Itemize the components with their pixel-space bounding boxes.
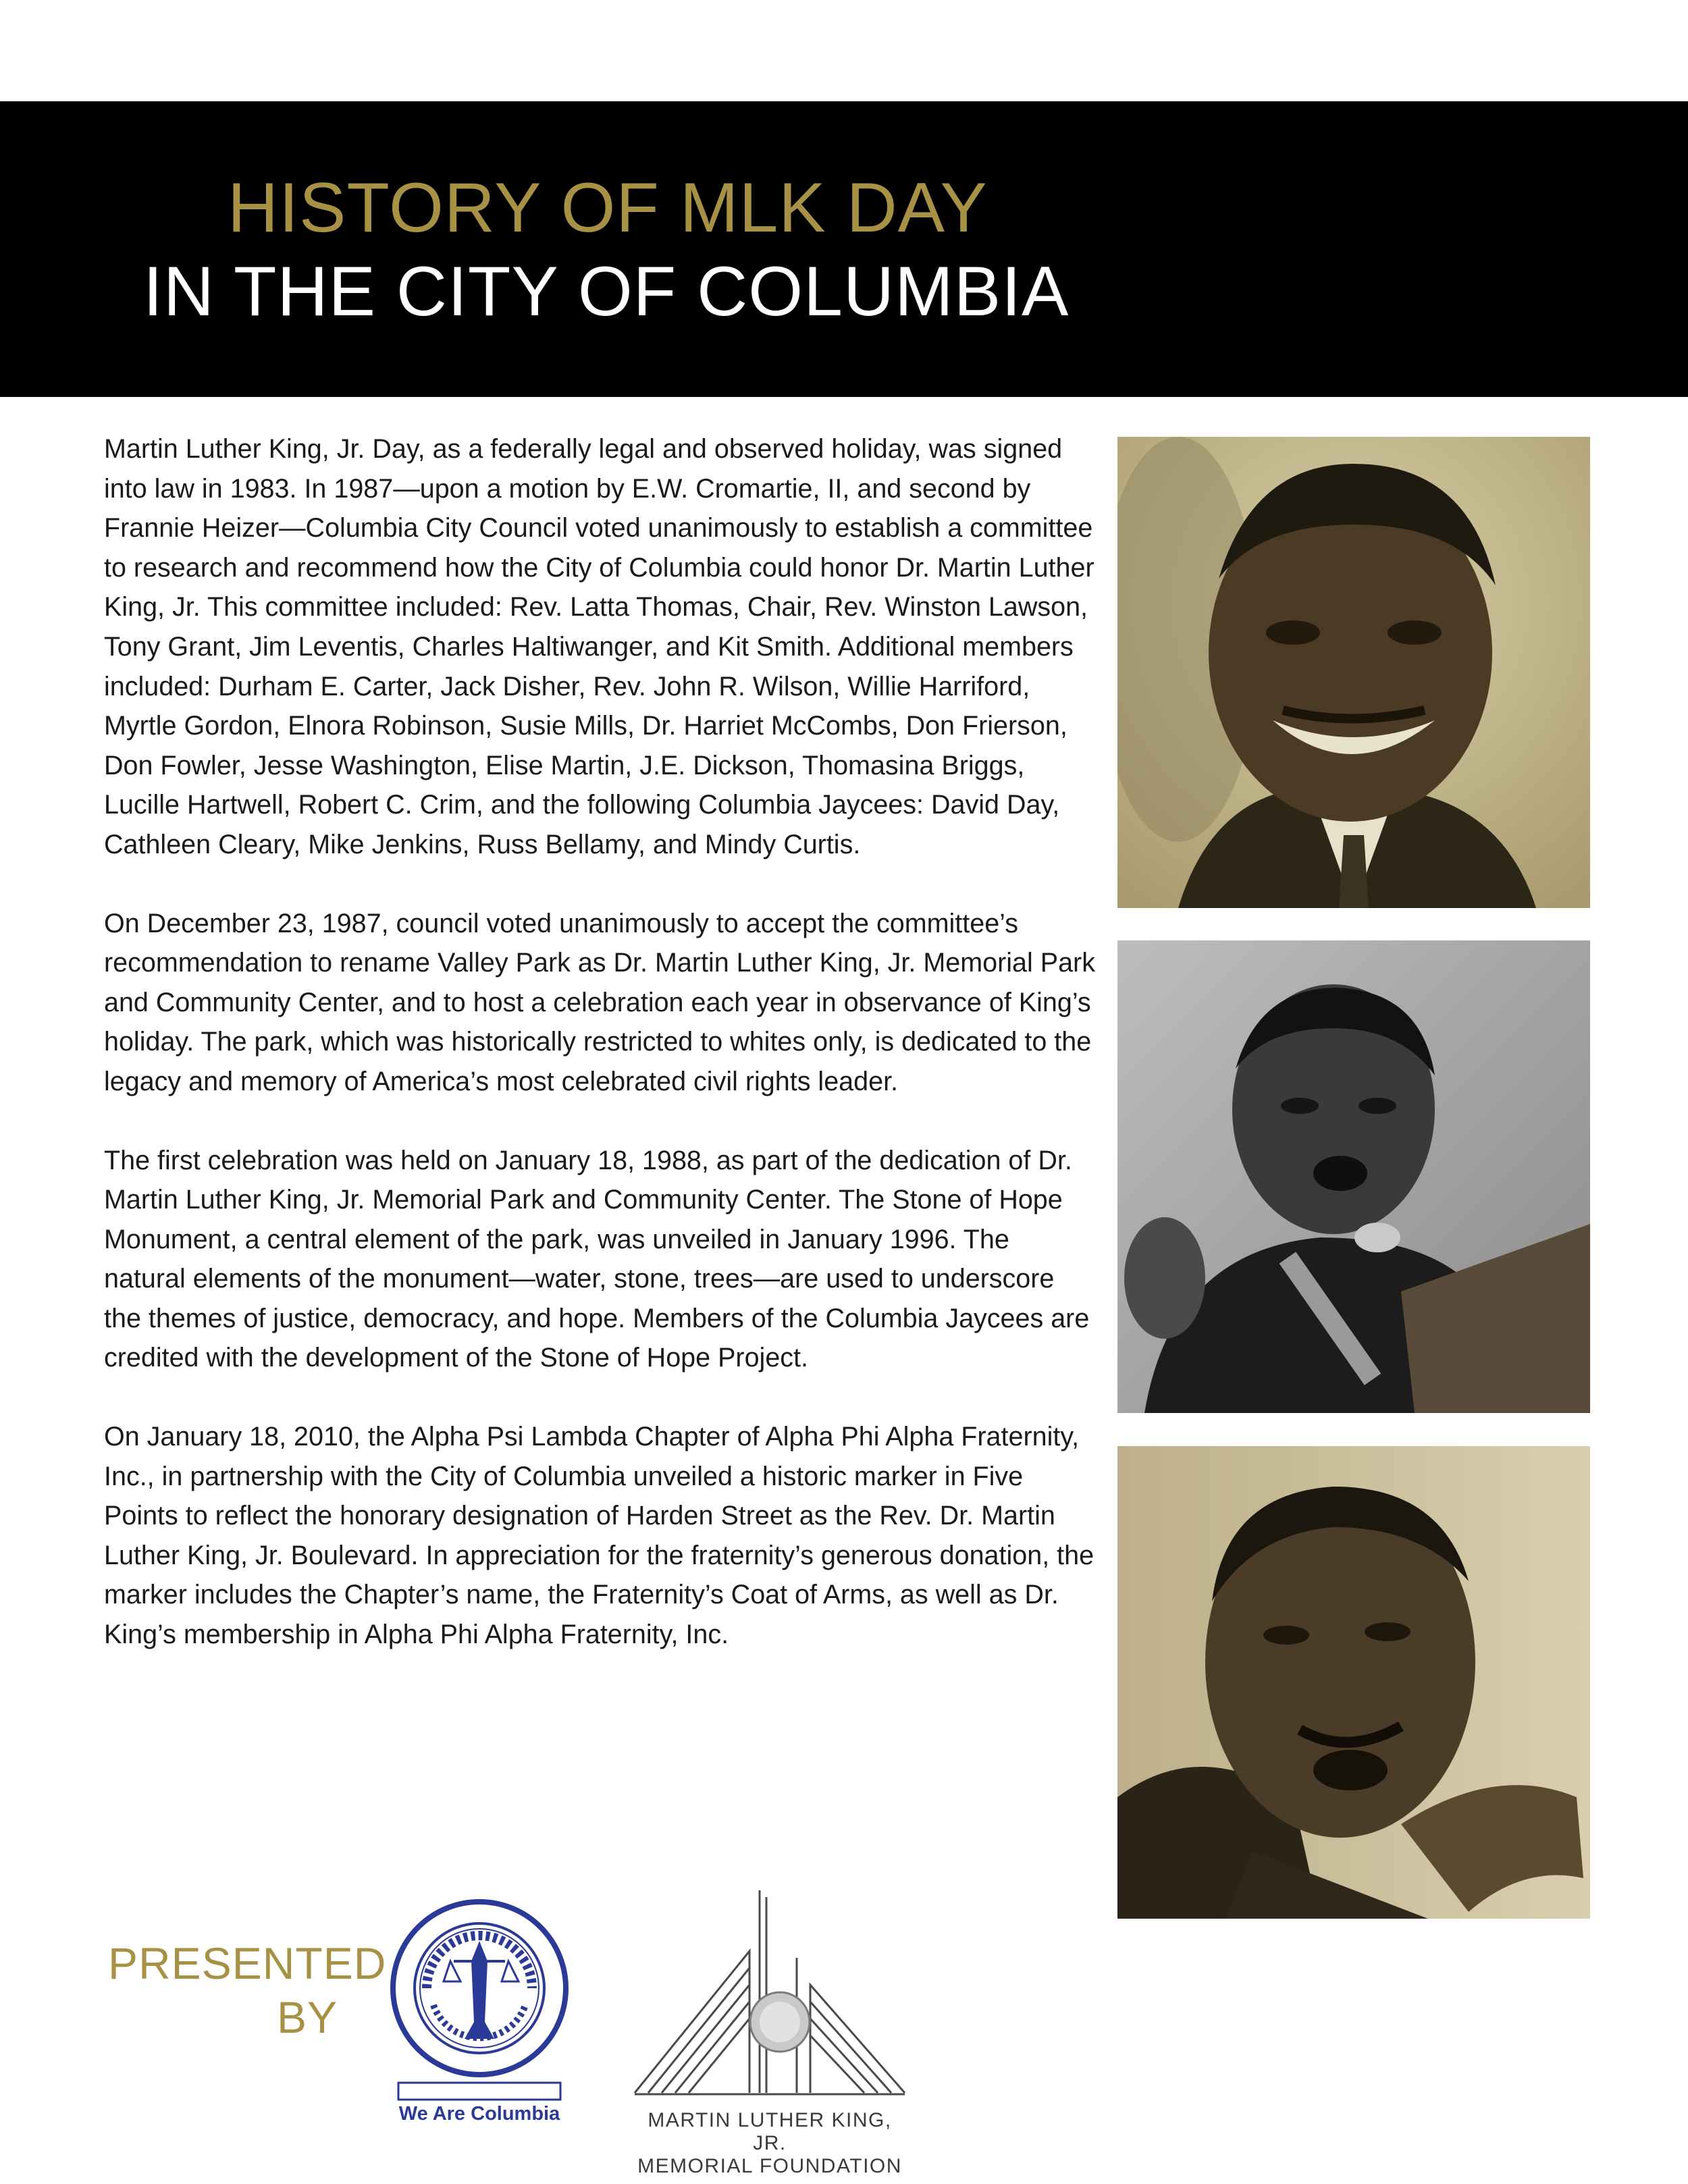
seal-caption: We Are Columbia — [398, 2103, 560, 2125]
mlk-portrait-photo-1 — [1117, 437, 1590, 908]
presented-text: PRESENTED — [108, 1938, 387, 1988]
by-text: BY — [276, 1992, 338, 2042]
mlk-memorial-foundation-logo — [628, 1884, 912, 2177]
page-title-line2: IN THE CITY OF COLUMBIA — [143, 252, 1070, 331]
city-of-columbia-seal-logo — [386, 1887, 573, 2150]
mlk-closeup-photo-3 — [1117, 1446, 1590, 1919]
paragraph-2: On December 23, 1987, council voted unanimously to accept the committee’s recommendation to rename Valley Park as Dr. Martin Luther King, Jr. Memorial Park and Community Center, and to host a celebration each year in observance of King’s holiday. The park, which was historically restricted to whites only, is dedicated to the legacy and memory of America’s most celebrated civil rights leader. — [104, 908, 1095, 1096]
foundation-name — [628, 2109, 912, 2178]
mlk-speaking-photo-2 — [1117, 940, 1590, 1413]
foundation-name-line1: MARTIN LUTHER KING, JR. — [648, 2109, 892, 2154]
foundation-name-line2: MEMORIAL FOUNDATION — [637, 2155, 902, 2177]
foundation-emblem — [628, 1884, 912, 2106]
paragraph-3: The first celebration was held on January 18, 1988, as part of the dedication of Dr. Martin Luther King, Jr. Memorial Park and Community Center. The Stone of Hope Monument, a central element of the park, was unveiled in January 1996. The natural elements of the monument—water, stone, trees—are used to underscore the themes of justice, democracy, and hope. Members of the Columbia Jaycees are credited with the development of the Stone of Hope Project. — [104, 1145, 1090, 1373]
paragraph-1: Martin Luther King, Jr. Day, as a federally legal and observed holiday, was signed into law in 1983. In 1987—upon a motion by E.W. Cromartie, II, and second by Frannie Heizer—Columbia City Council voted unanimously to establish a committee to research and recommend how the City of Columbia could honor Dr. Martin Luther King, Jr. This committee included: Rev. Latta Thomas, Chair, Rev. Winston Lawson, Tony Grant, Jim Leventis, Charles Haltiwanger, and Kit Smith. Additional members included: Durham E. Carter, Jack Disher, Rev. John R. Wilson, Willie Harriford, Myrtle Gordon, Elnora Robinson, Susie Mills, Dr. Harriet McCombs, Don Frierson, Don Fowler, Jesse Washington, Elise Martin, J.E. Dickson, Thomasina Briggs, Lucille Hartwell, Robert C. Crim, and the following Columbia Jaycees: David Day, Cathleen Cleary, Mike Jenkins, Russ Bellamy, and Mindy Curtis. — [104, 434, 1094, 859]
title-banner — [0, 101, 1688, 397]
presented-by-label — [108, 1936, 387, 2044]
paragraph-4: On January 18, 2010, the Alpha Psi Lambda Chapter of Alpha Phi Alpha Fraternity, Inc., in partnership with the City of Columbia unveiled a historic marker in Five Points to reflect the honorary designation of Harden Street as the Rev. Dr. Martin Luther King, Jr. Boulevard. In appreciation for the fraternity’s generous donation, the marker includes the Chapter’s name, the Fraternity’s Coat of Arms, as well as Dr. King’s membership in Alpha Phi Alpha Fraternity, Inc. — [104, 1422, 1094, 1650]
seal-emblem — [386, 1887, 573, 2103]
history-article — [104, 429, 1097, 1694]
page-title-line1: HISTORY OF MLK DAY — [228, 169, 988, 247]
